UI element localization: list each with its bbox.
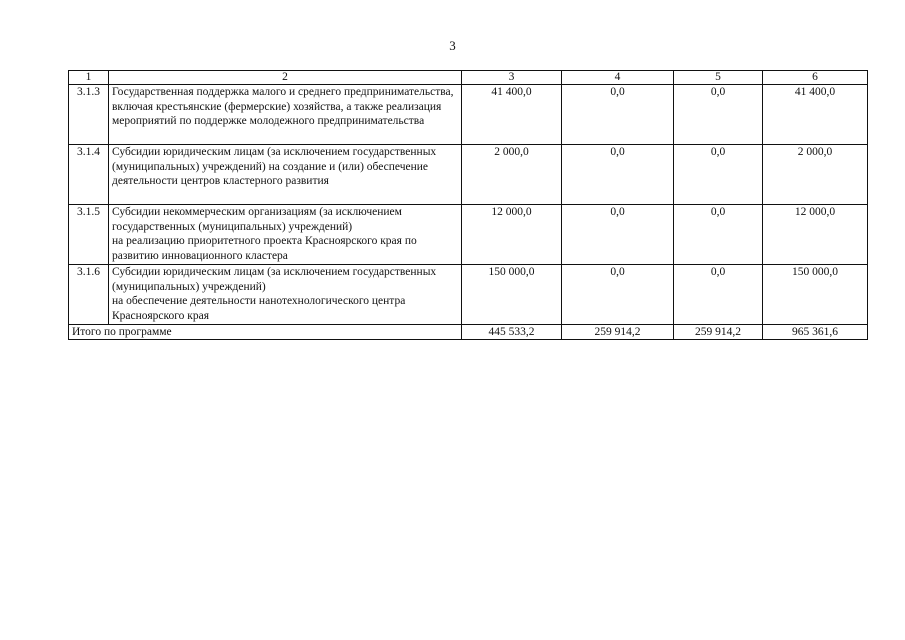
total-value-col4: 259 914,2 bbox=[562, 325, 674, 340]
budget-table bbox=[68, 70, 868, 340]
total-value-col5: 259 914,2 bbox=[674, 325, 763, 340]
row-code: 3.1.5 bbox=[69, 205, 109, 265]
column-header: 2 bbox=[109, 71, 462, 85]
row-value-col3: 12 000,0 bbox=[462, 205, 562, 265]
row-value-col5: 0,0 bbox=[674, 145, 763, 205]
total-value-col3: 445 533,2 bbox=[462, 325, 562, 340]
row-value-col4: 0,0 bbox=[562, 265, 674, 325]
row-code: 3.1.3 bbox=[69, 85, 109, 145]
row-value-col5: 0,0 bbox=[674, 85, 763, 145]
row-code: 3.1.6 bbox=[69, 265, 109, 325]
column-header: 5 bbox=[674, 71, 763, 85]
row-value-col3: 2 000,0 bbox=[462, 145, 562, 205]
table-header-row bbox=[69, 71, 868, 85]
row-value-col6: 41 400,0 bbox=[763, 85, 868, 145]
row-value-col4: 0,0 bbox=[562, 85, 674, 145]
row-value-col4: 0,0 bbox=[562, 205, 674, 265]
column-header: 1 bbox=[69, 71, 109, 85]
row-value-col4: 0,0 bbox=[562, 145, 674, 205]
row-name: Государственная поддержка малого и среднего предпринимательства, включая крестьянские (фермерские) хозяйства, а также реализация мероприятий по поддержке молодежного предпринимательства bbox=[109, 85, 462, 145]
row-name: Субсидии юридическим лицам (за исключением государственных (муниципальных) учреждений) на создание и (или) обеспечение деятельности центров кластерного развития bbox=[109, 145, 462, 205]
page-number: 3 bbox=[449, 38, 456, 53]
table-row bbox=[69, 265, 868, 325]
row-value-col6: 150 000,0 bbox=[763, 265, 868, 325]
row-value-col3: 41 400,0 bbox=[462, 85, 562, 145]
row-name: Субсидии юридическим лицам (за исключением государственных (муниципальных) учреждений) на обеспечение деятельности нанотехнологического центра Красноярского края bbox=[109, 265, 462, 325]
table-row bbox=[69, 85, 868, 145]
table-row bbox=[69, 145, 868, 205]
row-name: Субсидии некоммерческим организациям (за исключением государственных (муниципальных) учреждений) на реализацию приоритетного проекта Красноярского края по развитию инновационного кластера bbox=[109, 205, 462, 265]
total-value-col6: 965 361,6 bbox=[763, 325, 868, 340]
total-row bbox=[69, 325, 868, 340]
column-header: 4 bbox=[562, 71, 674, 85]
column-header: 3 bbox=[462, 71, 562, 85]
row-value-col6: 12 000,0 bbox=[763, 205, 868, 265]
row-value-col5: 0,0 bbox=[674, 205, 763, 265]
table-row bbox=[69, 205, 868, 265]
row-value-col6: 2 000,0 bbox=[763, 145, 868, 205]
column-header: 6 bbox=[763, 71, 868, 85]
row-value-col3: 150 000,0 bbox=[462, 265, 562, 325]
row-value-col5: 0,0 bbox=[674, 265, 763, 325]
row-code: 3.1.4 bbox=[69, 145, 109, 205]
total-label: Итого по программе bbox=[69, 325, 462, 340]
